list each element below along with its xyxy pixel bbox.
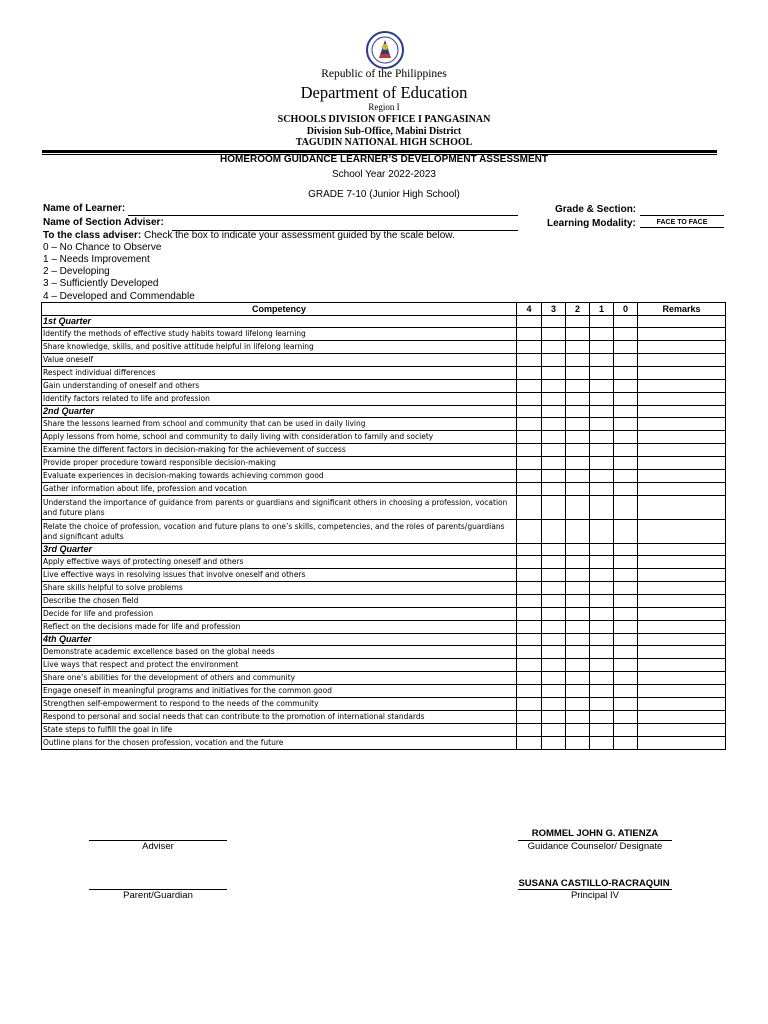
score-1-checkbox-cell[interactable] [590, 698, 614, 711]
competency-cell: Examine the different factors in decision-making for the achievement of success [42, 444, 517, 457]
score-1-checkbox-cell[interactable] [590, 380, 614, 393]
remarks-cell[interactable] [638, 646, 726, 659]
remarks-cell[interactable] [638, 711, 726, 724]
score-1-checkbox-cell[interactable] [590, 608, 614, 621]
competency-cell: Identify factors related to life and profession [42, 393, 517, 406]
remarks-cell[interactable] [638, 724, 726, 737]
score-2-checkbox-cell[interactable] [566, 724, 590, 737]
table-row [42, 483, 726, 496]
header-score-3: 3 [542, 303, 566, 316]
score-3-checkbox-cell[interactable] [542, 444, 566, 457]
score-4-checkbox-cell[interactable] [517, 659, 542, 672]
score-3-checkbox-cell[interactable] [542, 582, 566, 595]
score-3-checkbox-cell[interactable] [542, 393, 566, 406]
instructions-lead: To the class adviser: [43, 230, 142, 241]
score-4-checkbox-cell[interactable] [517, 582, 542, 595]
score-2-checkbox-cell[interactable] [566, 582, 590, 595]
table-row [42, 380, 726, 393]
score-3-checkbox-cell[interactable] [542, 595, 566, 608]
remarks-cell[interactable] [638, 621, 726, 634]
score-4-checkbox-cell[interactable] [517, 380, 542, 393]
quarter-row-cell [517, 544, 542, 556]
score-1-checkbox-cell[interactable] [590, 556, 614, 569]
competency-cell: Share the lessons learned from school and community that can be used in daily living [42, 418, 517, 431]
scale-item: 0 – No Chance to Observe [43, 242, 162, 253]
competency-cell: Apply effective ways of protecting oneself and others [42, 556, 517, 569]
score-4-checkbox-cell[interactable] [517, 367, 542, 380]
remarks-cell[interactable] [638, 457, 726, 470]
quarter-label: 2nd Quarter [42, 406, 517, 418]
competency-cell: Provide proper procedure toward responsible decision-making [42, 457, 517, 470]
table-row [42, 724, 726, 737]
score-2-checkbox-cell[interactable] [566, 380, 590, 393]
score-1-checkbox-cell[interactable] [590, 520, 614, 544]
table-row [42, 470, 726, 483]
competency-cell: Respect individual differences [42, 367, 517, 380]
quarter-row-cell [566, 316, 590, 328]
score-0-checkbox-cell[interactable] [614, 418, 638, 431]
learner-name-field[interactable] [128, 205, 518, 216]
score-1-checkbox-cell[interactable] [590, 582, 614, 595]
score-2-checkbox-cell[interactable] [566, 496, 590, 520]
quarter-row-cell [590, 634, 614, 646]
score-0-checkbox-cell[interactable] [614, 698, 638, 711]
grade-level: GRADE 7-10 (Junior High School) [308, 189, 460, 200]
remarks-cell[interactable] [638, 698, 726, 711]
score-2-checkbox-cell[interactable] [566, 685, 590, 698]
school-name: TAGUDIN NATIONAL HIGH SCHOOL [295, 137, 473, 148]
score-1-checkbox-cell[interactable] [590, 595, 614, 608]
score-2-checkbox-cell[interactable] [566, 621, 590, 634]
table-row [42, 354, 726, 367]
score-3-checkbox-cell[interactable] [542, 367, 566, 380]
score-0-checkbox-cell[interactable] [614, 520, 638, 544]
score-2-checkbox-cell[interactable] [566, 595, 590, 608]
department-name: Department of Education [300, 83, 468, 102]
grade-section-field[interactable] [640, 205, 724, 216]
score-0-checkbox-cell[interactable] [614, 621, 638, 634]
score-2-checkbox-cell[interactable] [566, 659, 590, 672]
table-row [42, 621, 726, 634]
table-row [42, 418, 726, 431]
instructions [43, 230, 455, 241]
score-4-checkbox-cell[interactable] [517, 711, 542, 724]
table-row [42, 698, 726, 711]
score-2-checkbox-cell[interactable] [566, 418, 590, 431]
competency-cell: Apply lessons from home, school and community to daily living with consideration to family and society [42, 431, 517, 444]
score-0-checkbox-cell[interactable] [614, 685, 638, 698]
competency-cell: Understand the importance of guidance from parents or guardians and significant others in choosing a profession, vocation and future plans [42, 496, 517, 520]
score-2-checkbox-cell[interactable] [566, 431, 590, 444]
table-row [42, 595, 726, 608]
score-4-checkbox-cell[interactable] [517, 328, 542, 341]
grade-section-label: Grade & Section: [555, 204, 637, 215]
competency-cell: State steps to fulfill the goal in life [42, 724, 517, 737]
competency-cell: Respond to personal and social needs that can contribute to the promotion of international standards [42, 711, 517, 724]
table-row [42, 520, 726, 544]
score-1-checkbox-cell[interactable] [590, 470, 614, 483]
principal-name: SUSANA CASTILLO-RACRAQUIN [518, 878, 670, 889]
score-0-checkbox-cell[interactable] [614, 672, 638, 685]
header-score-0: 0 [614, 303, 638, 316]
remarks-cell[interactable] [638, 444, 726, 457]
score-3-checkbox-cell[interactable] [542, 328, 566, 341]
score-1-checkbox-cell[interactable] [590, 737, 614, 750]
quarter-row-cell [566, 406, 590, 418]
quarter-row-cell [542, 634, 566, 646]
deped-seal-logo [359, 30, 411, 70]
adviser-label-sig: Adviser [142, 841, 174, 852]
quarter-row-cell [614, 406, 638, 418]
score-2-checkbox-cell[interactable] [566, 444, 590, 457]
quarter-row-cell [517, 634, 542, 646]
quarter-label: 1st Quarter [42, 316, 517, 328]
score-0-checkbox-cell[interactable] [614, 431, 638, 444]
score-2-checkbox-cell[interactable] [566, 393, 590, 406]
score-2-checkbox-cell[interactable] [566, 354, 590, 367]
remarks-cell[interactable] [638, 380, 726, 393]
quarter-row [42, 544, 726, 556]
remarks-cell[interactable] [638, 496, 726, 520]
competency-cell: Live ways that respect and protect the environment [42, 659, 517, 672]
score-2-checkbox-cell[interactable] [566, 328, 590, 341]
learner-label: Name of Learner: [43, 203, 126, 214]
score-4-checkbox-cell[interactable] [517, 457, 542, 470]
table-row [42, 711, 726, 724]
table-row [42, 646, 726, 659]
header-score-2: 2 [566, 303, 590, 316]
scale-item: 3 – Sufficiently Developed [43, 278, 159, 289]
quarter-row-cell [517, 406, 542, 418]
score-0-checkbox-cell[interactable] [614, 659, 638, 672]
score-2-checkbox-cell[interactable] [566, 367, 590, 380]
table-header-row [42, 303, 726, 316]
quarter-row [42, 406, 726, 418]
score-4-checkbox-cell[interactable] [517, 470, 542, 483]
competency-cell: Share knowledge, skills, and positive attitude helpful in lifelong learning [42, 341, 517, 354]
competency-cell: Identify the methods of effective study habits toward lifelong learning [42, 328, 517, 341]
scale-item: 2 – Developing [43, 266, 110, 277]
score-0-checkbox-cell[interactable] [614, 595, 638, 608]
remarks-cell[interactable] [638, 595, 726, 608]
score-1-checkbox-cell[interactable] [590, 418, 614, 431]
quarter-row [42, 316, 726, 328]
modality-value: FACE TO FACE [640, 219, 724, 228]
score-4-checkbox-cell[interactable] [517, 724, 542, 737]
quarter-row-cell [638, 634, 726, 646]
division-office: SCHOOLS DIVISION OFFICE I PANGASINAN [277, 114, 491, 125]
remarks-cell[interactable] [638, 341, 726, 354]
table-row [42, 457, 726, 470]
table-row [42, 608, 726, 621]
modality-label: Learning Modality: [547, 218, 636, 229]
principal-title: Principal IV [570, 890, 620, 901]
document-title: HOMEROOM GUIDANCE LEARNER’S DEVELOPMENT ASSESSMENT [220, 154, 548, 165]
header-score-4: 4 [517, 303, 542, 316]
counselor-title: Guidance Counselor/ Designate [527, 841, 663, 852]
score-1-checkbox-cell[interactable] [590, 341, 614, 354]
quarter-row [42, 634, 726, 646]
score-1-checkbox-cell[interactable] [590, 621, 614, 634]
score-0-checkbox-cell[interactable] [614, 393, 638, 406]
quarter-row-cell [517, 316, 542, 328]
score-0-checkbox-cell[interactable] [614, 483, 638, 496]
score-2-checkbox-cell[interactable] [566, 556, 590, 569]
competency-cell: Strengthen self-empowerment to respond to the needs of the community [42, 698, 517, 711]
competency-cell: Engage oneself in meaningful programs and initiatives for the common good [42, 685, 517, 698]
score-0-checkbox-cell[interactable] [614, 457, 638, 470]
score-2-checkbox-cell[interactable] [566, 608, 590, 621]
remarks-cell[interactable] [638, 608, 726, 621]
score-4-checkbox-cell[interactable] [517, 608, 542, 621]
quarter-row-cell [566, 634, 590, 646]
score-4-checkbox-cell[interactable] [517, 341, 542, 354]
remarks-cell[interactable] [638, 659, 726, 672]
score-2-checkbox-cell[interactable] [566, 569, 590, 582]
quarter-row-cell [638, 316, 726, 328]
assessment-table [41, 302, 726, 750]
quarter-row-cell [542, 316, 566, 328]
quarter-row-cell [614, 316, 638, 328]
table-row [42, 659, 726, 672]
score-3-checkbox-cell[interactable] [542, 354, 566, 367]
score-0-checkbox-cell[interactable] [614, 341, 638, 354]
score-2-checkbox-cell[interactable] [566, 672, 590, 685]
remarks-cell[interactable] [638, 328, 726, 341]
score-1-checkbox-cell[interactable] [590, 393, 614, 406]
score-0-checkbox-cell[interactable] [614, 711, 638, 724]
score-2-checkbox-cell[interactable] [566, 457, 590, 470]
remarks-cell[interactable] [638, 470, 726, 483]
score-4-checkbox-cell[interactable] [517, 672, 542, 685]
quarter-row-cell [638, 544, 726, 556]
score-3-checkbox-cell[interactable] [542, 621, 566, 634]
competency-cell: Share skills helpful to solve problems [42, 582, 517, 595]
score-4-checkbox-cell[interactable] [517, 556, 542, 569]
score-1-checkbox-cell[interactable] [590, 659, 614, 672]
table-row [42, 685, 726, 698]
header-remarks: Remarks [638, 303, 726, 316]
score-4-checkbox-cell[interactable] [517, 595, 542, 608]
score-0-checkbox-cell[interactable] [614, 470, 638, 483]
score-1-checkbox-cell[interactable] [590, 569, 614, 582]
table-row [42, 737, 726, 750]
score-1-checkbox-cell[interactable] [590, 711, 614, 724]
score-3-checkbox-cell[interactable] [542, 380, 566, 393]
header-score-1: 1 [590, 303, 614, 316]
score-0-checkbox-cell[interactable] [614, 724, 638, 737]
score-3-checkbox-cell[interactable] [542, 737, 566, 750]
competency-cell: Gain understanding of oneself and others [42, 380, 517, 393]
score-4-checkbox-cell[interactable] [517, 354, 542, 367]
quarter-row-cell [542, 406, 566, 418]
competency-cell: Evaluate experiences in decision-making towards achieving common good [42, 470, 517, 483]
score-1-checkbox-cell[interactable] [590, 685, 614, 698]
quarter-row-cell [638, 406, 726, 418]
remarks-cell[interactable] [638, 556, 726, 569]
counselor-name: ROMMEL JOHN G. ATIENZA [531, 828, 659, 839]
score-3-checkbox-cell[interactable] [542, 711, 566, 724]
score-4-checkbox-cell[interactable] [517, 431, 542, 444]
score-0-checkbox-cell[interactable] [614, 569, 638, 582]
table-row [42, 444, 726, 457]
remarks-cell[interactable] [638, 685, 726, 698]
remarks-cell[interactable] [638, 672, 726, 685]
remarks-cell[interactable] [638, 520, 726, 544]
score-3-checkbox-cell[interactable] [542, 724, 566, 737]
score-3-checkbox-cell[interactable] [542, 556, 566, 569]
score-1-checkbox-cell[interactable] [590, 646, 614, 659]
table-row [42, 496, 726, 520]
quarter-row-cell [590, 316, 614, 328]
score-2-checkbox-cell[interactable] [566, 520, 590, 544]
table-body [42, 316, 726, 750]
score-0-checkbox-cell[interactable] [614, 608, 638, 621]
competency-cell: Value oneself [42, 354, 517, 367]
competency-cell: Relate the choice of profession, vocation and future plans to one’s skills, competencies, and the roles of parents/guardians and significant adults [42, 520, 517, 544]
score-4-checkbox-cell[interactable] [517, 685, 542, 698]
score-0-checkbox-cell[interactable] [614, 582, 638, 595]
score-4-checkbox-cell[interactable] [517, 569, 542, 582]
region-line: Region I [368, 102, 400, 112]
adviser-label: Name of Section Adviser: [43, 217, 164, 228]
competency-cell: Live effective ways in resolving issues that involve oneself and others [42, 569, 517, 582]
score-0-checkbox-cell[interactable] [614, 380, 638, 393]
header-divider-thick [42, 150, 717, 153]
score-4-checkbox-cell[interactable] [517, 444, 542, 457]
scale-item: 4 – Developed and Commendable [43, 291, 195, 302]
remarks-cell[interactable] [638, 354, 726, 367]
remarks-cell[interactable] [638, 737, 726, 750]
score-3-checkbox-cell[interactable] [542, 685, 566, 698]
score-1-checkbox-cell[interactable] [590, 672, 614, 685]
score-2-checkbox-cell[interactable] [566, 698, 590, 711]
table-row [42, 341, 726, 354]
score-3-checkbox-cell[interactable] [542, 496, 566, 520]
score-4-checkbox-cell[interactable] [517, 520, 542, 544]
score-4-checkbox-cell[interactable] [517, 483, 542, 496]
score-0-checkbox-cell[interactable] [614, 354, 638, 367]
quarter-row-cell [590, 544, 614, 556]
competency-cell: Demonstrate academic excellence based on the global needs [42, 646, 517, 659]
score-1-checkbox-cell[interactable] [590, 444, 614, 457]
score-1-checkbox-cell[interactable] [590, 431, 614, 444]
instructions-text: Check the box to indicate your assessment guided by the scale below. [141, 230, 455, 241]
quarter-row-cell [542, 544, 566, 556]
table-row [42, 582, 726, 595]
score-3-checkbox-cell[interactable] [542, 470, 566, 483]
score-3-checkbox-cell[interactable] [542, 608, 566, 621]
score-3-checkbox-cell[interactable] [542, 483, 566, 496]
score-3-checkbox-cell[interactable] [542, 672, 566, 685]
score-3-checkbox-cell[interactable] [542, 698, 566, 711]
score-4-checkbox-cell[interactable] [517, 698, 542, 711]
score-3-checkbox-cell[interactable] [542, 569, 566, 582]
score-3-checkbox-cell[interactable] [542, 659, 566, 672]
score-4-checkbox-cell[interactable] [517, 737, 542, 750]
remarks-cell[interactable] [638, 569, 726, 582]
score-3-checkbox-cell[interactable] [542, 520, 566, 544]
table-row [42, 569, 726, 582]
remarks-cell[interactable] [638, 582, 726, 595]
competency-cell: Reflect on the decisions made for life and profession [42, 621, 517, 634]
quarter-row-cell [614, 634, 638, 646]
table-row [42, 672, 726, 685]
scale-item: 1 – Needs Improvement [43, 254, 150, 265]
sub-office: Division Sub-Office, Mabini District [306, 126, 462, 137]
score-4-checkbox-cell[interactable] [517, 393, 542, 406]
competency-cell: Outline plans for the chosen profession, vocation and the future [42, 737, 517, 750]
score-0-checkbox-cell[interactable] [614, 737, 638, 750]
score-4-checkbox-cell[interactable] [517, 646, 542, 659]
table-row [42, 431, 726, 444]
table-row [42, 393, 726, 406]
score-3-checkbox-cell[interactable] [542, 457, 566, 470]
score-1-checkbox-cell[interactable] [590, 724, 614, 737]
table-row [42, 556, 726, 569]
remarks-cell[interactable] [638, 418, 726, 431]
remarks-cell[interactable] [638, 431, 726, 444]
quarter-row-cell [590, 406, 614, 418]
score-3-checkbox-cell[interactable] [542, 646, 566, 659]
score-1-checkbox-cell[interactable] [590, 496, 614, 520]
score-2-checkbox-cell[interactable] [566, 483, 590, 496]
score-3-checkbox-cell[interactable] [542, 341, 566, 354]
competency-cell: Describe the chosen field [42, 595, 517, 608]
score-1-checkbox-cell[interactable] [590, 367, 614, 380]
header-competency: Competency [42, 303, 517, 316]
score-0-checkbox-cell[interactable] [614, 496, 638, 520]
table-row [42, 367, 726, 380]
remarks-cell[interactable] [638, 393, 726, 406]
score-0-checkbox-cell[interactable] [614, 328, 638, 341]
score-1-checkbox-cell[interactable] [590, 483, 614, 496]
republic-line: Republic of the Philippines [321, 68, 447, 80]
score-1-checkbox-cell[interactable] [590, 457, 614, 470]
remarks-cell[interactable] [638, 367, 726, 380]
score-4-checkbox-cell[interactable] [517, 621, 542, 634]
quarter-row-cell [614, 544, 638, 556]
score-4-checkbox-cell[interactable] [517, 496, 542, 520]
score-2-checkbox-cell[interactable] [566, 646, 590, 659]
score-0-checkbox-cell[interactable] [614, 367, 638, 380]
score-2-checkbox-cell[interactable] [566, 470, 590, 483]
score-3-checkbox-cell[interactable] [542, 418, 566, 431]
quarter-row-cell [566, 544, 590, 556]
remarks-cell[interactable] [638, 483, 726, 496]
score-1-checkbox-cell[interactable] [590, 328, 614, 341]
score-0-checkbox-cell[interactable] [614, 646, 638, 659]
score-0-checkbox-cell[interactable] [614, 556, 638, 569]
competency-cell: Gather information about life, profession and vocation [42, 483, 517, 496]
score-4-checkbox-cell[interactable] [517, 418, 542, 431]
score-2-checkbox-cell[interactable] [566, 737, 590, 750]
score-2-checkbox-cell[interactable] [566, 711, 590, 724]
competency-cell: Decide for life and profession [42, 608, 517, 621]
score-0-checkbox-cell[interactable] [614, 444, 638, 457]
table-row [42, 328, 726, 341]
score-2-checkbox-cell[interactable] [566, 341, 590, 354]
score-1-checkbox-cell[interactable] [590, 354, 614, 367]
competency-cell: Share one’s abilities for the development of others and community [42, 672, 517, 685]
parent-label-sig: Parent/Guardian [123, 890, 193, 901]
school-year: School Year 2022-2023 [332, 169, 436, 180]
quarter-label: 3rd Quarter [42, 544, 517, 556]
quarter-label: 4th Quarter [42, 634, 517, 646]
score-3-checkbox-cell[interactable] [542, 431, 566, 444]
